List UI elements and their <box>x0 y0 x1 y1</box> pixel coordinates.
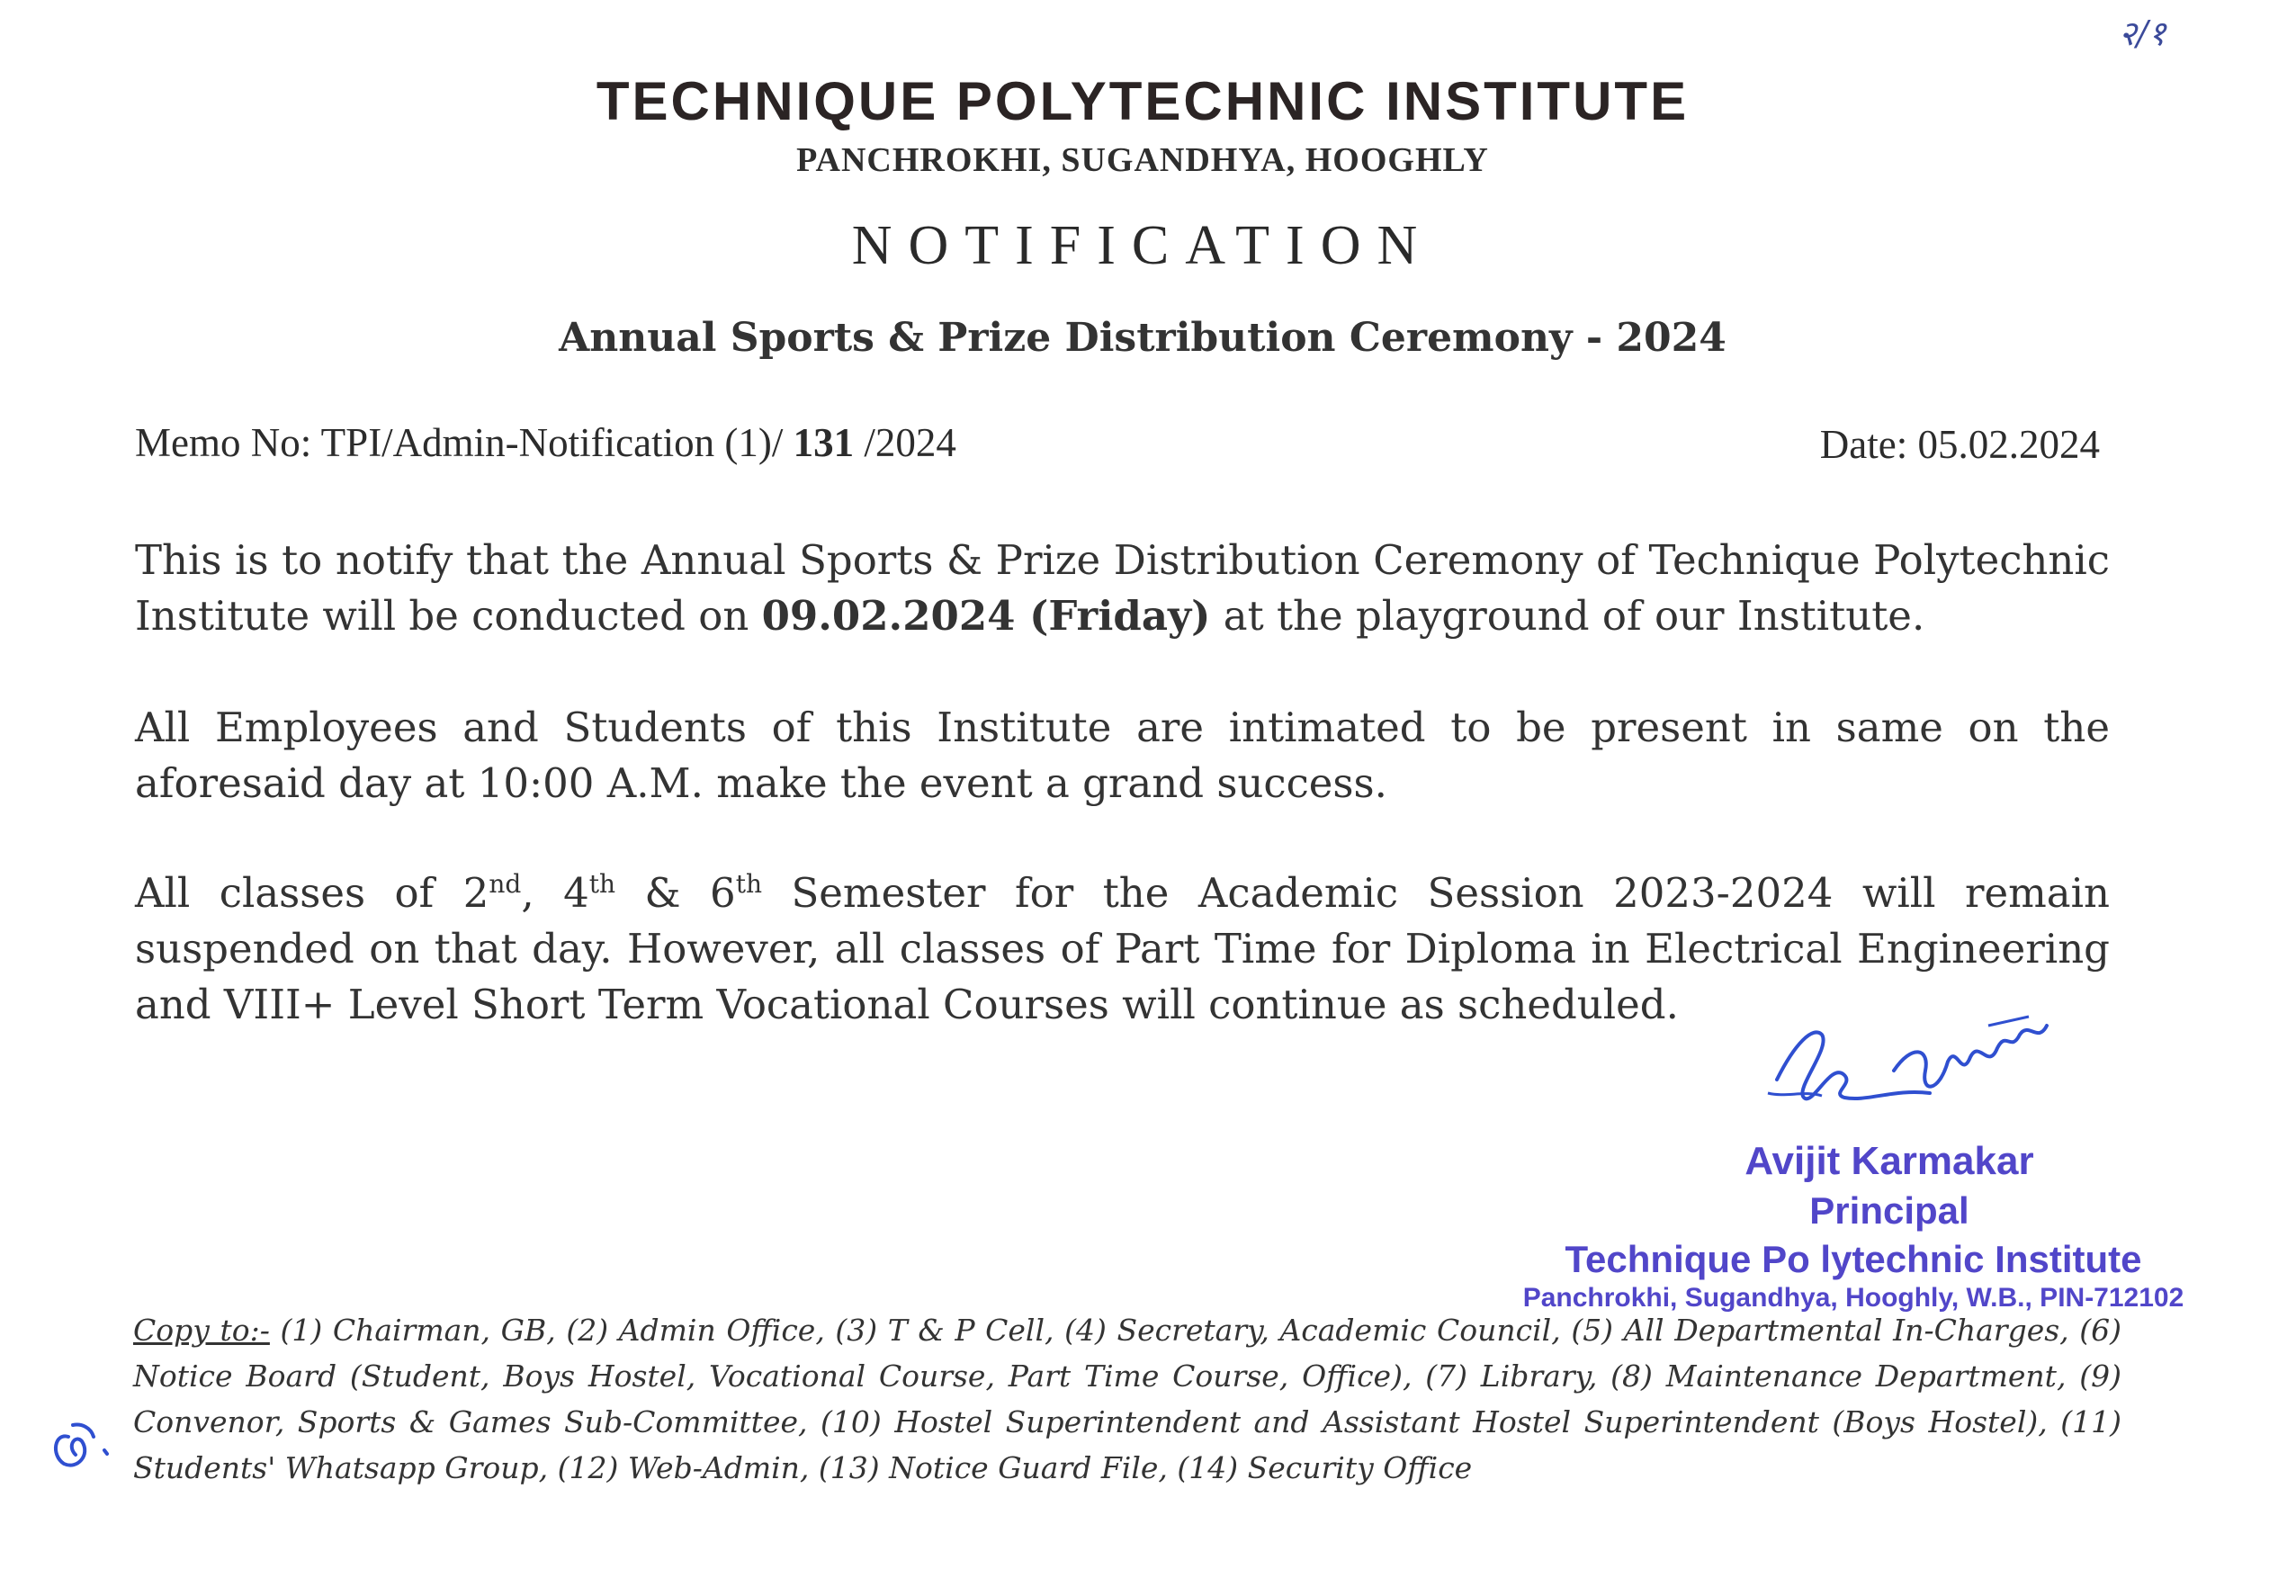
p3-text-c: & 6 <box>615 869 736 917</box>
copy-to-list <box>133 1307 2121 1491</box>
p3-text-b: , 4 <box>521 869 589 917</box>
copy-to-recipients: (1) Chairman, GB, (2) Admin Office, (3) T & P Cell, (4) Secretary, Academic Council, (5) All Departmental In-Charges, (6) Notice Board (Student, Boys Hostel, Vocational Course, Part Time Course, Office), (7) Library, (8) Maintenance Department, (9) Convenor, Sports & Games Sub-Committee, (10) Hostel Superintendent and Assistant Hostel Superintendent (Boys Hostel), (11) Students' Whatsapp Group, (12) Web-Admin, (13) Notice Guard File, (14) Security Office <box>133 1313 2121 1485</box>
p1-event-date: 09.02.2024 (Friday) <box>761 592 1211 640</box>
p3-sup-3: th <box>735 869 762 899</box>
p1-text-b: at the playground of our Institute. <box>1210 592 1925 640</box>
handwritten-initial-mark <box>41 1414 122 1477</box>
paragraph-attendance: All Employees and Students of this Institute are intimated to be present in same on the aforesaid day at 10:00 A.M. make the event a grand success. <box>135 704 2110 807</box>
copy-to-label: Copy to:- <box>133 1313 270 1348</box>
memo-number <box>135 419 956 466</box>
stamp-name: Avijit Karmakar <box>1744 1139 2034 1183</box>
principal-signature <box>1759 1008 2056 1134</box>
p3-text-d: Semester for the Academic Session 2023-2024 will remain suspended on that day. However, all classes of Part Time for Diploma in Electrical Engineering and VIII+ Level Short Term Vocational Courses will continue as scheduled. <box>135 869 2111 1028</box>
notification-subject: Annual Sports & Prize Distribution Ceremony - 2024 <box>559 315 1726 361</box>
p3-sup-1: nd <box>489 869 522 899</box>
institute-title: TECHNIQUE POLYTECHNIC INSTITUTE <box>596 71 1690 131</box>
p1-text-a: This is to notify that the Annual Sports & Prize Distribution Ceremony of Technique Polytechnic Institute will be conducted on <box>135 536 2110 640</box>
memo-prefix: Memo No: TPI/Admin-Notification (1)/ <box>135 420 794 465</box>
institute-address: PANCHROKHI, SUGANDHYA, HOOGHLY <box>796 141 1489 179</box>
p3-sup-2: th <box>588 869 616 899</box>
handwritten-corner-note: २/१ <box>2119 13 2166 53</box>
stamp-designation: Principal <box>1809 1189 1969 1232</box>
stamp-address: Panchrokhi, Sugandhya, Hooghly, W.B., PIN-712102 <box>1522 1283 2184 1313</box>
memo-date: Date: 05.02.2024 <box>1819 422 2100 467</box>
memo-serial: 131 <box>793 420 855 465</box>
p3-text-a: All classes of 2 <box>135 869 489 917</box>
notification-heading: NOTIFICATION <box>851 215 1434 276</box>
stamp-institute: Technique Po lytechnic Institute <box>1565 1238 2142 1280</box>
memo-suffix: /2024 <box>854 420 956 465</box>
paragraph-announcement <box>135 533 2110 644</box>
